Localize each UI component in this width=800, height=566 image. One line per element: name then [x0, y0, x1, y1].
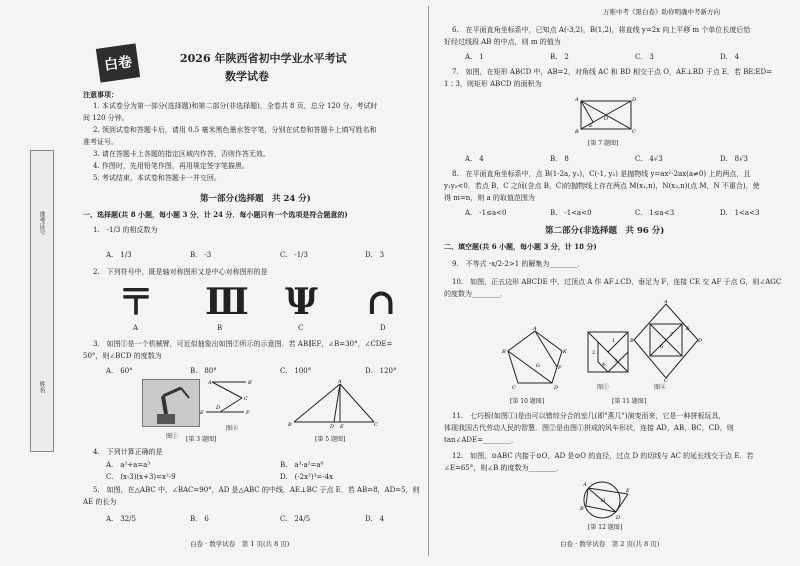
- header-slogan: 万唯中考《黑白卷》助你明确中考新方向: [603, 8, 720, 16]
- svg-text:O: O: [601, 498, 606, 504]
- svg-text:4: 4: [602, 362, 606, 368]
- q2-stem: 2. 下列符号中，既是轴对称图形又是中心对称图形的是: [93, 268, 268, 276]
- q8-option-a: A. -1≤a<0: [465, 209, 507, 217]
- q3-diagram: [200, 376, 262, 428]
- q6-option-d: D. 4: [720, 53, 740, 61]
- q3-stem-line1: 3. 如图①是一个机械臂，可近似抽象出如图②所示的示意图．若 AB∥EF，∠B=30°，∠CDE=: [93, 340, 393, 348]
- svg-text:A: A: [533, 326, 537, 332]
- svg-text:K: K: [563, 349, 567, 355]
- q4-stem: 4. 下列计算正确的是: [93, 448, 163, 456]
- q9-stem: 9. 不等式 -x/2-2>1 的解集为________．: [452, 260, 585, 268]
- note-line-6: 4. 作图时，先用铅笔作图，再用规定签字笔描黑。: [93, 162, 249, 170]
- q8-stem-line2: y₁y₂<0．若点 B，C 之间(含点 B，C)的抛物线上存在两点 M(x₁,n)，N(x₂,n)(点 M，N 不重合)，使: [444, 182, 760, 190]
- q10-stem-line2: 的度数为________．: [444, 290, 507, 298]
- svg-text:C: C: [664, 378, 668, 382]
- svg-text:G: G: [536, 363, 540, 369]
- q2-symbol-b: Ⅲ: [205, 281, 249, 323]
- svg-text:B: B: [502, 349, 506, 355]
- svg-text:E: E: [589, 123, 593, 129]
- q2-label-a: A: [133, 324, 139, 332]
- q11-figure-label: [第 11 题图]: [612, 398, 647, 405]
- q3-option-a: A. 60°: [106, 367, 133, 375]
- q4-option-a: A. a²+a=a³: [106, 461, 151, 469]
- q4-option-d: D. (-2x²)³=-4x: [280, 473, 334, 481]
- q3-option-b: B. 80°: [190, 367, 217, 375]
- note-line-4: 准考证号。: [83, 138, 118, 146]
- white-paper-badge: 白卷: [96, 43, 140, 82]
- q8-stem-line1: 8. 在平面直角坐标系中，点 B(1-2a, y₁)，C(-1, y₂) 是抛物线 y=ax²-2ax(a≠0) 上的两点，且: [452, 170, 751, 178]
- q4-option-c: C. (x-3)(x+3)=x²-9: [106, 473, 176, 481]
- notes-title: 注意事项：: [83, 90, 118, 99]
- section1-title: 一、选择题(共 8 小题，每小题 3 分，计 24 分．每小题只有一个选项是符合题意的): [83, 210, 348, 219]
- q1-option-d: D. 3: [365, 251, 385, 259]
- svg-text:D: D: [698, 338, 702, 344]
- q6-stem-line1: 6. 在平面直角坐标系中，已知点 A(-3,2)，B(1,2)，将直线 y=2x 向上平移 m 个单位长度后恰: [452, 26, 751, 34]
- svg-text:B: B: [575, 129, 579, 135]
- q10-stem-line1: 10. 如图，正五边形 ABCDE 中，过顶点 A 作 AF⊥CD，垂足为 F，连接 CE 交 AF 于点 G，则∠AGC: [452, 278, 782, 286]
- q7-option-a: A. 4: [465, 155, 484, 163]
- svg-text:F: F: [558, 365, 562, 371]
- q8-option-c: C. 1≤a<3: [635, 209, 675, 217]
- q7-rectangle-diagram: [575, 95, 637, 135]
- q6-option-a: A. 1: [465, 53, 484, 61]
- q3-figure-label: [第 3 题图]: [186, 436, 217, 443]
- svg-text:F: F: [246, 410, 250, 416]
- q1-stem: 1. -1/3 的相反数为: [93, 226, 158, 234]
- q5-option-c: C. 24/5: [280, 515, 311, 523]
- svg-text:E: E: [626, 488, 630, 494]
- q11-stem-line1: 11. 七巧板(如图①)是由可以错综分合的室几(即"燕几")演变而来，它是一种拼板玩具，: [452, 412, 726, 420]
- q3-diagram-caption: 图②: [226, 425, 239, 432]
- svg-text:A: A: [338, 379, 342, 385]
- strip-label-name: 姓名: [38, 381, 45, 393]
- footer-right: 白卷 · 数学试卷 第 2 页(共 8 页): [560, 540, 660, 548]
- svg-text:D: D: [330, 424, 335, 428]
- q6-option-c: C. 3: [635, 53, 654, 61]
- q5-stem-line1: 5. 如图，在△ABC 中，∠BAC=90°，AD 是△ABC 的中线，AE⊥BC 于点 E．若 AB=8，AD=5，则: [93, 486, 420, 494]
- svg-text:2: 2: [592, 350, 596, 356]
- q2-label-d: D: [380, 324, 386, 332]
- q3-photo-caption: 图①: [166, 433, 179, 440]
- svg-text:D: D: [632, 97, 637, 103]
- q7-stem-line2: 1∶3，则矩形 ABCD 的面积为: [444, 80, 542, 88]
- q5-option-d: D. 4: [365, 515, 385, 523]
- note-line-5: 3. 请在答题卡上各题的指定区域内作答，否则作答无效。: [93, 150, 270, 158]
- q8-stem-line3: 得 m=n，则 a 的取值范围为: [444, 194, 535, 202]
- q2-label-b: B: [217, 324, 223, 332]
- q2-symbol-c: Ψ: [285, 281, 318, 323]
- svg-text:B: B: [288, 422, 292, 428]
- q7-option-d: D. 8√3: [720, 155, 748, 163]
- svg-text:C: C: [374, 422, 378, 428]
- svg-text:B: B: [580, 506, 584, 512]
- q12-stem-line2: ∠E=65°，则∠B 的度数为________．: [444, 464, 564, 472]
- q7-stem-line1: 7. 如图，在矩形 ABCD 中，AB=2，对角线 AC 和 BD 相交于点 O，AE⊥BD 于点 E．若 BE∶ED=: [452, 68, 772, 76]
- q3-option-d: D. 120°: [365, 367, 397, 375]
- q5-option-a: A. 32/5: [106, 515, 136, 523]
- q11-stem-line2: 体现我国古代劳动人民的智慧．图②是由图①拼成的风车形状，连接 AD，AB，BC，CD，则: [444, 424, 734, 432]
- svg-text:E: E: [200, 410, 204, 416]
- tangram-fig2-caption: 图②: [654, 384, 667, 391]
- note-line-1: 1. 本试卷分为第一部分(选择题)和第二部分(非选择题)，全卷共 8 页，总分 120 分。考试时: [93, 102, 378, 110]
- tangram-figure-1: [586, 330, 630, 374]
- q7-option-c: C. 4√3: [635, 155, 663, 163]
- svg-text:3: 3: [614, 358, 618, 364]
- svg-text:B: B: [248, 380, 252, 386]
- footer-left: 白卷 · 数学试卷 第 1 页(共 8 页): [190, 540, 290, 548]
- svg-text:6: 6: [660, 344, 664, 350]
- q12-figure-label: [第 12 题图]: [588, 524, 623, 531]
- svg-text:D: D: [216, 405, 221, 411]
- q6-stem-line2: 好经过线段 AB 的中点，则 m 的值为: [444, 38, 561, 46]
- q12-circle-diagram: [574, 476, 632, 526]
- robot-arm-photo: [142, 379, 200, 427]
- q1-option-b: B. -3: [190, 251, 212, 259]
- q5-stem-line2: AE 的长为: [83, 498, 117, 506]
- svg-text:7: 7: [670, 332, 674, 338]
- svg-text:E: E: [340, 424, 344, 428]
- part1-title: 第一部分(选择题 共 24 分): [200, 194, 311, 204]
- q7-option-b: B. 8: [550, 155, 569, 163]
- q10-figure-label: [第 10 题图]: [510, 398, 545, 405]
- svg-text:C: C: [244, 396, 248, 402]
- q5-figure-label: [第 5 题图]: [315, 436, 346, 443]
- robot-arm-icon: [143, 380, 199, 426]
- note-line-2: 间 120 分钟。: [83, 114, 129, 122]
- svg-text:O: O: [604, 116, 609, 122]
- svg-text:B: B: [630, 338, 634, 344]
- q2-label-c: C: [298, 324, 304, 332]
- svg-text:A: A: [664, 300, 668, 305]
- q8-option-d: D. 1<a<3: [720, 209, 760, 217]
- svg-text:A: A: [575, 97, 579, 103]
- svg-text:D: D: [554, 385, 559, 391]
- note-line-7: 5. 考试结束，本试卷和答题卡一并交回。: [93, 174, 221, 182]
- q1-option-a: A. 1/3: [106, 251, 132, 259]
- q5-triangle-diagram: [288, 378, 380, 428]
- svg-text:C: C: [632, 129, 636, 135]
- q3-stem-line2: 50°，则∠BCD 的度数为: [83, 352, 162, 360]
- q5-option-b: B. 6: [190, 515, 209, 523]
- svg-text:C: C: [512, 385, 516, 391]
- exam-subtitle: 数学试卷: [225, 70, 269, 83]
- svg-text:E: E: [686, 326, 690, 332]
- page-divider: [428, 6, 429, 556]
- tangram-windmill-figure-2: [630, 300, 702, 382]
- q1-option-c: C. -1/3: [280, 251, 308, 259]
- svg-text:1: 1: [612, 338, 616, 344]
- tangram-fig1-caption: 图①: [597, 384, 610, 391]
- binding-strip: [30, 150, 54, 452]
- q4-option-b: B. a³·a²=a⁶: [280, 461, 324, 469]
- q8-option-b: B. -1<a<0: [550, 209, 592, 217]
- q2-symbol-d: ∩: [366, 281, 397, 323]
- svg-text:A: A: [583, 482, 587, 488]
- q2-symbol-a: 〒: [118, 281, 155, 323]
- svg-text:A: A: [208, 380, 212, 386]
- note-line-3: 2. 领到试卷和答题卡后，请用 0.5 毫米黑色墨水签字笔，分别在试卷和答题卡上填写姓名和: [93, 126, 377, 134]
- section2-title: 二、填空题(共 6 小题，每小题 3 分，计 18 分): [444, 242, 597, 251]
- q11-stem-line3: tan∠ADE=________．: [444, 436, 519, 444]
- q6-option-b: B. 2: [550, 53, 569, 61]
- q7-figure-label: [第 7 题图]: [588, 140, 619, 147]
- svg-text:D: D: [616, 515, 621, 521]
- exam-title: 2026 年陕西省初中学业水平考试: [180, 52, 347, 65]
- part2-title: 第二部分(非选择题 共 96 分): [545, 226, 665, 236]
- q10-pentagon-diagram: [500, 325, 570, 395]
- q3-option-c: C. 100°: [280, 367, 312, 375]
- strip-label-id: 准考证号: [38, 211, 45, 235]
- q12-stem-line1: 12. 如图，⊙ABC 内接于⊙O，AD 是⊙O 的直径，过点 D 的切线与 AC 的延长线交于点 E．若: [452, 452, 754, 460]
